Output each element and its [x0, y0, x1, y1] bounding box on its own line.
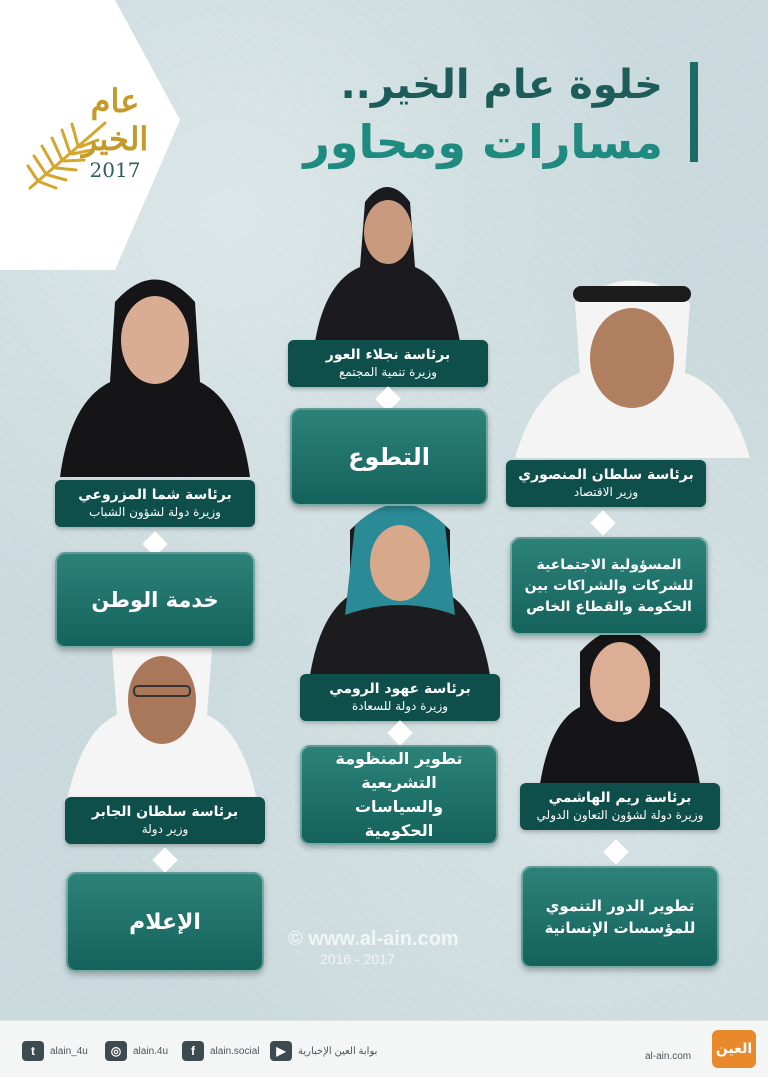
topic-text: تطوير الدور التنموي للمؤسسات الإنسانية [544, 897, 696, 937]
twitter-icon: t [22, 1041, 44, 1061]
person-name: برئاسة ريم الهاشمي [548, 790, 692, 806]
person-role: وزيرة دولة للسعادة [351, 699, 449, 713]
page-title [243, 62, 663, 170]
label-ohood-alroumi [300, 674, 500, 721]
youtube-icon: ▶ [270, 1041, 292, 1061]
title-line-2: مسارات ومحاور [303, 115, 663, 169]
twitter-handle: alain_4u [50, 1045, 88, 1057]
youtube-channel: بوابة العين الإخبارية [298, 1045, 378, 1057]
al-ain-logo: العين [712, 1030, 756, 1068]
watermark-url: www.al-ain.com [308, 928, 459, 950]
photo-shamma-almazrouei [55, 262, 255, 477]
person-role: وزيرة تنمية المجتمع [338, 365, 438, 379]
person-name: برئاسة عهود الرومي [329, 681, 471, 697]
person-name: برئاسة شما المزروعي [78, 487, 232, 503]
person-name: برئاسة سلطان المنصوري [518, 467, 694, 483]
topic-national-service [55, 552, 255, 648]
person-name: برئاسة نجلاء العور [325, 347, 451, 363]
topic-text: التطوع [348, 443, 430, 471]
social-instagram[interactable] [105, 1041, 168, 1061]
facebook-handle: alain.social [210, 1045, 260, 1057]
person-role: وزير دولة [141, 822, 189, 836]
person-role: وزيرة دولة لشؤون الشباب [89, 505, 221, 519]
person-role: وزيرة دولة لشؤون التعاون الدولي [536, 808, 704, 822]
instagram-handle: alain.4u [133, 1045, 169, 1057]
photo-ohood-alroumi [305, 485, 495, 675]
photo-sultan-almansouri [505, 268, 760, 458]
logo-arabic: عام الخير [81, 82, 149, 158]
footer [0, 1020, 768, 1077]
watermark-years: 2016 - 2017 [320, 951, 395, 967]
person-name: برئاسة سلطان الجابر [91, 804, 239, 820]
person-role: وزير الاقتصاد [573, 485, 639, 499]
facebook-icon: f [182, 1041, 204, 1061]
topic-media [66, 872, 264, 972]
instagram-icon: ◎ [105, 1041, 127, 1061]
connector-diamond [603, 839, 628, 864]
label-sultan-almansouri [506, 460, 706, 507]
copyright-icon: © [288, 928, 303, 950]
connector-diamond [152, 847, 177, 872]
topic-text: الإعلام [129, 909, 201, 935]
topic-legislation-policies [300, 745, 498, 845]
connector-diamond [590, 510, 615, 535]
connector-diamond [387, 720, 412, 745]
topic-humanitarian-institutions [521, 866, 719, 968]
topic-csr-partnerships [510, 537, 708, 635]
topic-volunteering [290, 408, 488, 506]
logo [60, 82, 170, 182]
label-najla-alawar [288, 340, 488, 387]
label-shamma-almazrouei [55, 480, 255, 527]
label-reem-alhashimi [520, 783, 720, 830]
photo-najla-alawar [305, 172, 470, 342]
topic-text: تطوير المنظومة التشريعية والسياسات الحكومية [335, 749, 463, 840]
watermark [288, 928, 459, 967]
social-twitter[interactable] [22, 1041, 88, 1061]
topic-text: المسؤولية الاجتماعية للشركات والشراكات بين الحكومة والقطاع الخاص [524, 556, 694, 615]
social-facebook[interactable] [182, 1041, 259, 1061]
topic-text: خدمة الوطن [91, 588, 219, 612]
title-accent-bar [690, 62, 698, 162]
social-youtube[interactable] [270, 1041, 377, 1061]
logo-year: 2017 [89, 158, 141, 182]
label-sultan-aljaber [65, 797, 265, 844]
footer-site-link[interactable]: al-ain.com [645, 1051, 692, 1062]
title-line-1: خلوة عام الخير.. [340, 62, 663, 108]
photo-reem-alhashimi [535, 612, 705, 784]
